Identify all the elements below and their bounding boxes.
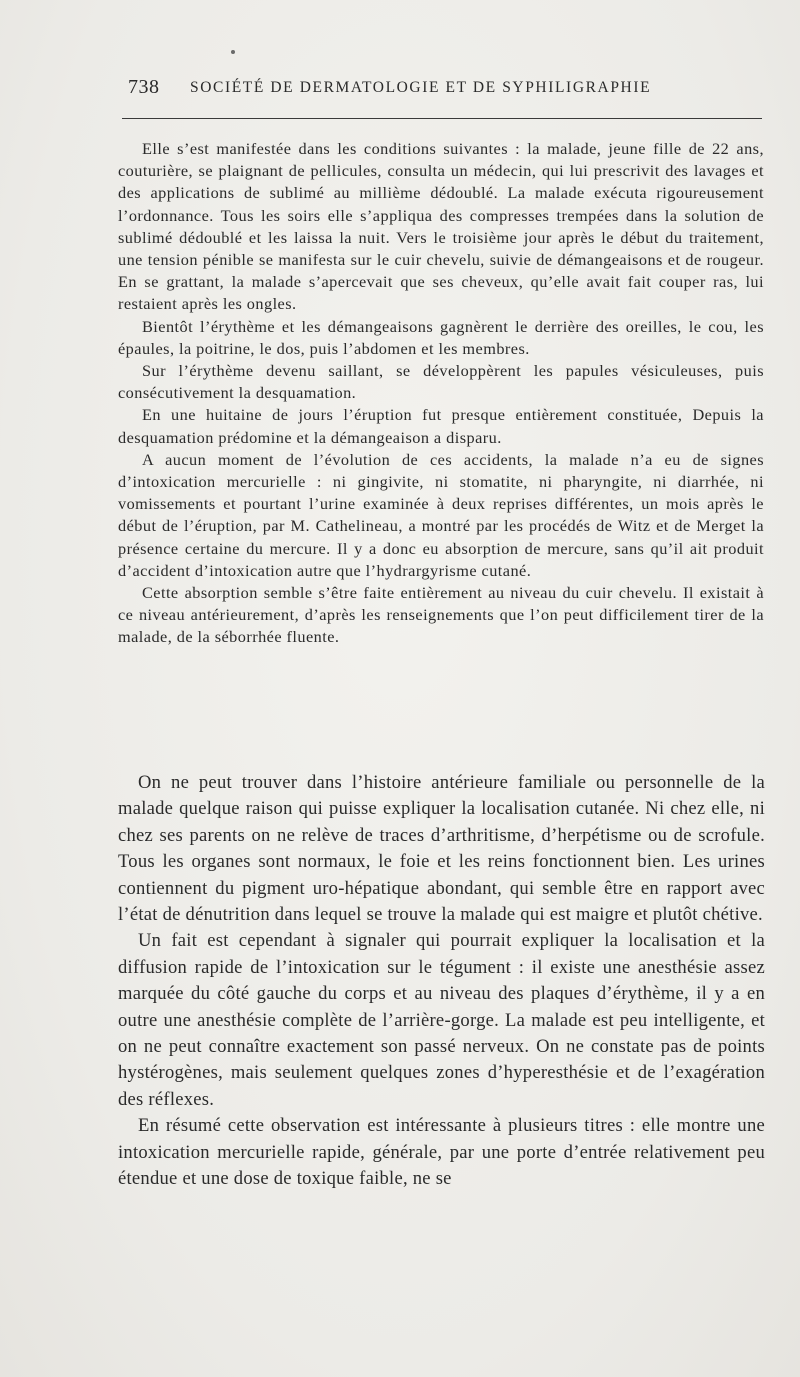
paragraph: Sur l’érythème devenu saillant, se développèrent les papules vésiculeuses, puis consécutivement la desquamation.: [118, 361, 764, 403]
discussion-text: [118, 770, 765, 1193]
paragraph: On ne peut trouver dans l’histoire antérieure familiale ou personnelle de la malade quelque raison qui puisse expliquer la localisation cutanée. Ni chez elle, ni chez ses parents on ne relève de traces d’arthritisme, d’herpétisme ou de scrofule. Tous les organes sont normaux, le foie et les reins fonctionnent bien. Les urines contiennent du pigment uro-hépatique abondant, qui semble être en rapport avec l’état de dénutrition dans lequel se trouve la malade qui est maigre et plutôt chétive.: [118, 772, 765, 926]
ink-speck: [231, 50, 235, 54]
paragraph: En une huitaine de jours l’éruption fut presque entièrement constituée, Depuis la desquamation prédomine et la démangeaison a disparu.: [118, 405, 764, 447]
journal-title: SOCIÉTÉ DE DERMATOLOGIE ET DE SYPHILIGRAPHIE: [190, 79, 652, 96]
paragraph: Un fait est cependant à signaler qui pourrait expliquer la localisation et la diffusion rapide de l’intoxication sur le tégument : il existe une anesthésie assez marquée du côté gauche du corps et au niveau des plaques d’érythème, il y a en outre une anesthésie complète de l’arrière-gorge. La malade est peu intelligente, et on ne peut connaître exactement son passé nerveux. On ne constate pas de points hystérogènes, mais seulement quelques zones d’hyperesthésie et de l’exagération des réflexes.: [118, 930, 765, 1110]
paragraph: Cette absorption semble s’être faite entièrement au niveau du cuir chevelu. Il existait à ce niveau antérieurement, d’après les renseignements que l’on peut difficilement tirer de la malade, de la séborrhée fluente.: [118, 583, 764, 647]
page-number: 738: [128, 76, 160, 98]
running-head: [128, 76, 768, 102]
paragraph: Bientôt l’érythème et les démangeaisons gagnèrent le derrière des oreilles, le cou, les épaules, la poitrine, le dos, puis l’abdomen et les membres.: [118, 316, 764, 358]
case-report-small-text: [118, 138, 764, 649]
header-rule: [122, 118, 762, 119]
paragraph: En résumé cette observation est intéressante à plusieurs titres : elle montre une intoxication mercurielle rapide, générale, par une porte d’entrée relativement peu étendue et une dose de toxique faible, ne se: [118, 1115, 765, 1190]
paragraph: A aucun moment de l’évolution de ces accidents, la malade n’a eu de signes d’intoxication mercurielle : ni gingivite, ni stomatite, ni pharyngite, ni diarrhée, ni vomissements et pourtant l’urine examinée à deux reprises différentes, un mois après le début de l’éruption, par M. Cathelineau, a montré par les procédés de Witz et de Merget la présence certaine du mercure. Il y a donc eu absorption de mercure, sans qu’il ait produit d’accident d’intoxication autre que l’hydrargyrisme cutané.: [118, 449, 764, 580]
paragraph: Elle s’est manifestée dans les conditions suivantes : la malade, jeune fille de 22 ans, couturière, se plaignant de pellicules, consulta un médecin, qui lui prescrivit des lavages et des applications de sublimé au millième dédoublé. La malade exécuta rigoureusement l’ordonnance. Tous les soirs elle s’appliqua des compresses trempées dans la solution de sublimé dédoublé et les laissa la nuit. Vers le troisième jour après le début du traitement, une tension pénible se manifesta sur le cuir chevelu, suivie de démangeaisons et de rougeur. En se grattant, la malade s’apercevait que ses cheveux, qu’elle avait fait couper ras, lui restaient après les ongles.: [118, 139, 764, 314]
